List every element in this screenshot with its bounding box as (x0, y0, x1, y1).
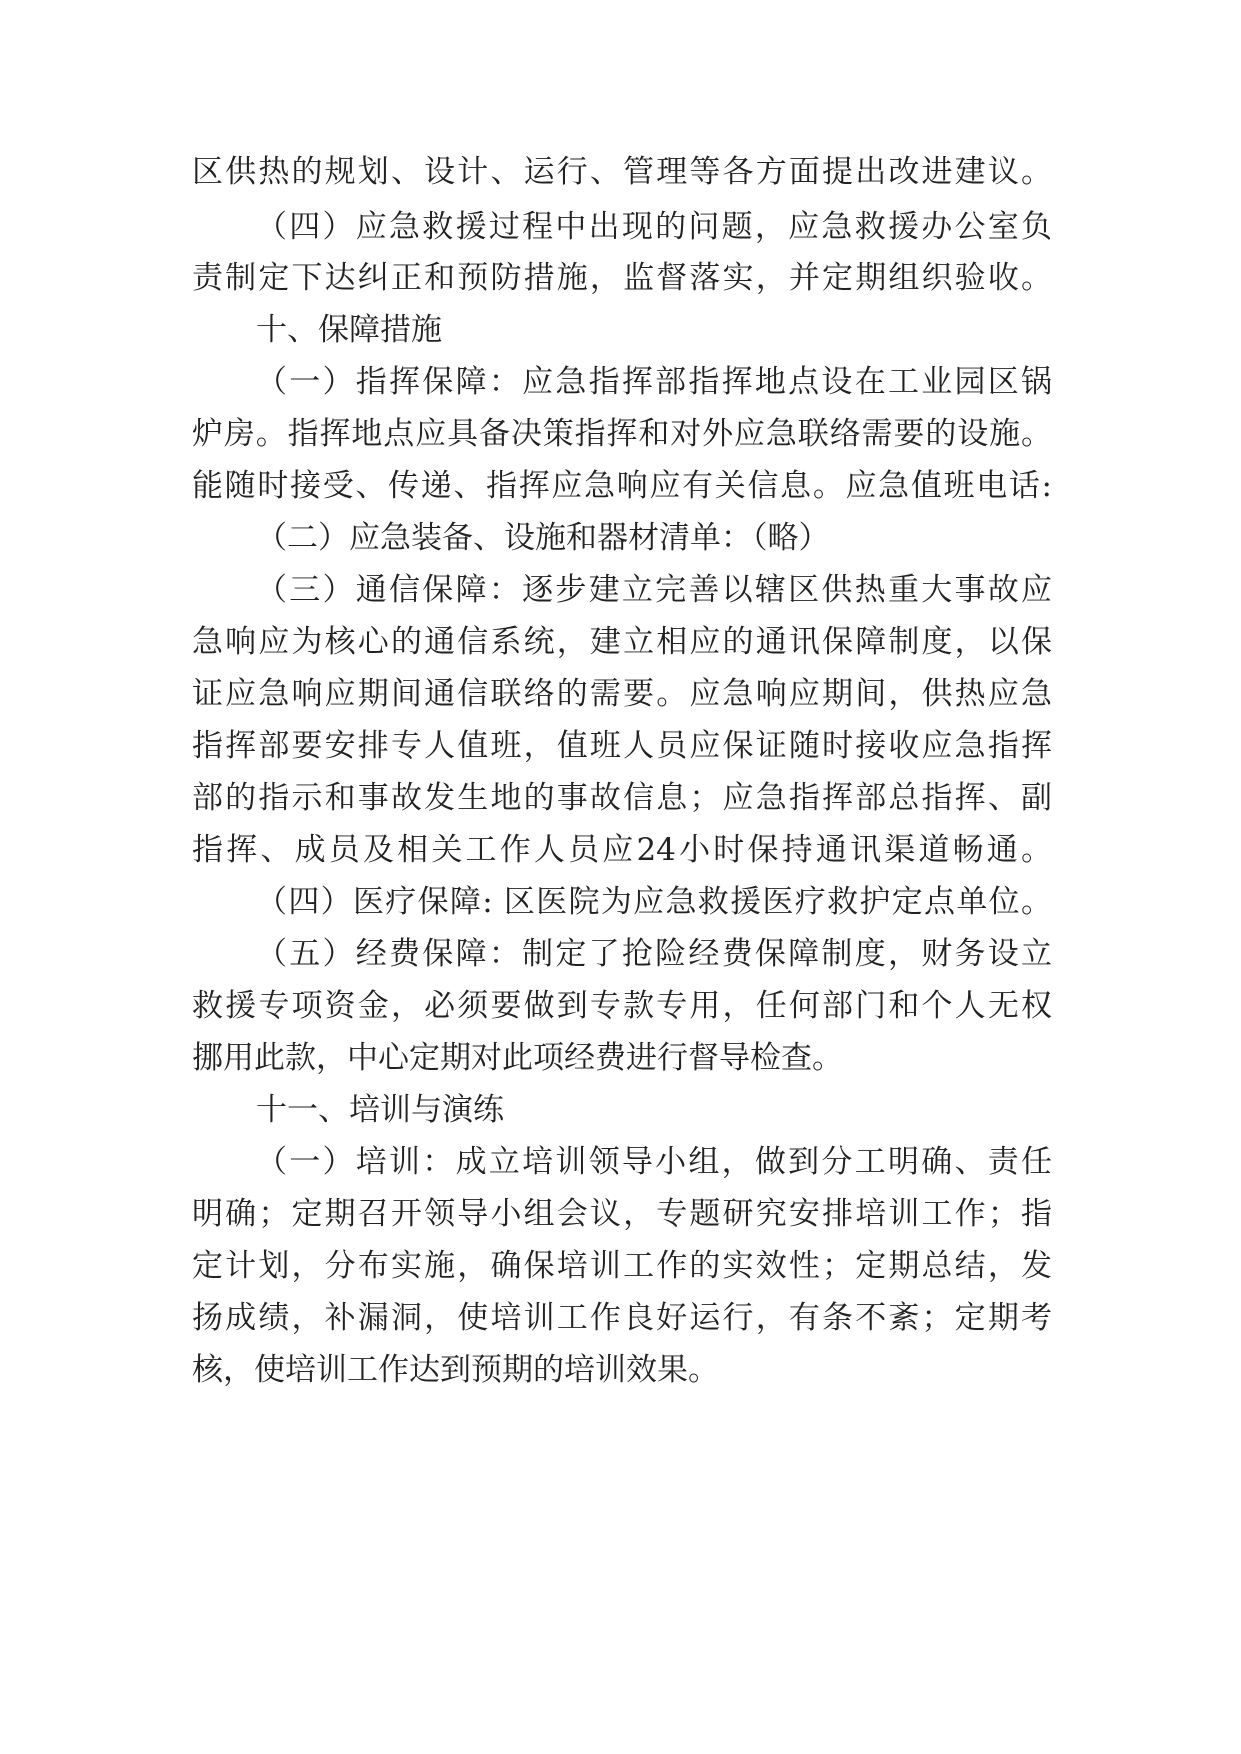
paragraph-line: 炉房。指挥地点应具备决策指挥和对外应急联络需要的设施。 (192, 416, 1052, 452)
paragraph-line: （四）应急救援过程中出现的问题，应急救援办公室负 (256, 209, 1052, 245)
paragraph-line: （三）通信保障：逐步建立完善以辖区供热重大事故应 (256, 572, 1052, 608)
section-heading: 十一、培训与演练 (256, 1092, 504, 1128)
paragraph-line: 部的指示和事故发生地的事故信息；应急指挥部总指挥、副 (192, 780, 1052, 816)
paragraph-line: 指挥部要安排专人值班，值班人员应保证随时接收应急指挥 (192, 728, 1052, 764)
paragraph-line: 救援专项资金，必须要做到专款专用，任何部门和个人无权 (192, 988, 1052, 1024)
section-heading: 十、保障措施 (256, 312, 442, 348)
paragraph-line: 挪用此款，中心定期对此项经费进行督导检查。 (192, 1040, 843, 1076)
paragraph-line: （一）指挥保障：应急指挥部指挥地点设在工业园区锅 (256, 364, 1052, 400)
paragraph-line: 证应急响应期间通信联络的需要。应急响应期间，供热应急 (192, 676, 1052, 712)
paragraph-line: 核，使培训工作达到预期的培训效果。 (192, 1352, 719, 1388)
paragraph-line: 能随时接受、传递、指挥应急响应有关信息。应急值班电话: (192, 468, 1052, 504)
paragraph-line: （五）经费保障：制定了抢险经费保障制度，财务设立 (256, 936, 1052, 972)
paragraph-line: （一）培训：成立培训领导小组，做到分工明确、责任 (256, 1144, 1052, 1180)
paragraph-line: 急响应为核心的通信系统，建立相应的通讯保障制度，以保 (192, 624, 1052, 660)
paragraph-line: 明确；定期召开领导小组会议，专题研究安排培训工作；指 (192, 1196, 1052, 1232)
paragraph-line: 区供热的规划、设计、运行、管理等各方面提出改进建议。 (192, 154, 1052, 190)
paragraph-line: （四）医疗保障: 区医院为应急救援医疗救护定点单位。 (256, 884, 1052, 920)
paragraph-line: （二）应急装备、设施和器材清单：（略） (256, 520, 830, 556)
paragraph-line: 定计划，分布实施，确保培训工作的实效性；定期总结，发 (192, 1248, 1052, 1284)
paragraph-line: 指挥、成员及相关工作人员应24小时保持通讯渠道畅通。 (192, 832, 1052, 868)
paragraph-line: 责制定下达纠正和预防措施，监督落实，并定期组织验收。 (192, 260, 1052, 296)
paragraph-line: 扬成绩，补漏洞，使培训工作良好运行，有条不紊；定期考 (192, 1300, 1052, 1336)
